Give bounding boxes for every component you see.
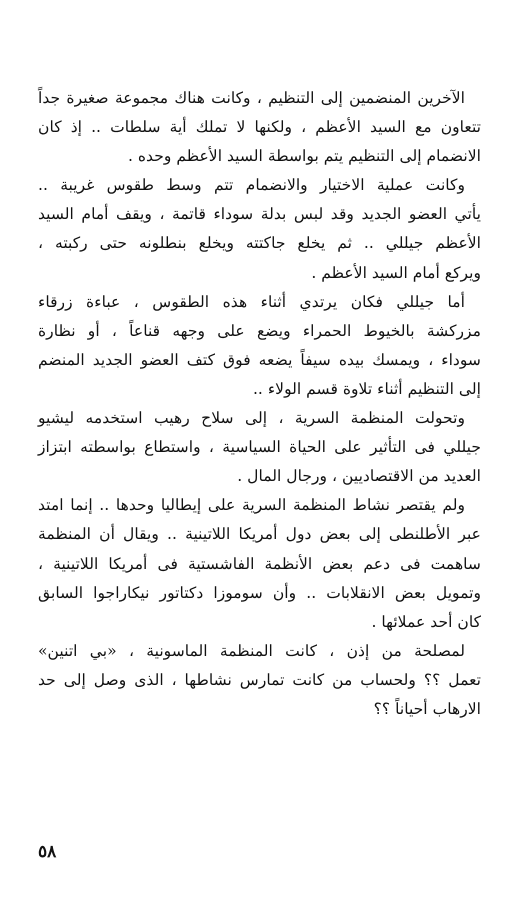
text-line: وكانت عملية الاختيار والانضمام تتم وسط طقوس غريبة .. (38, 176, 465, 195)
text-line: وتحولت المنظمة السرية ، إلى سلاح رهيب استخدمه ليشيو (38, 409, 465, 428)
text-line: العديد من الاقتصاديين ، ورجال المال . (237, 467, 481, 486)
text-line: أما جيللي فكان يرتدي أثناء هذه الطقوس ، عباءة زرقاء (38, 292, 465, 311)
text-line: الآخرين المنضمين إلى التنظيم ، وكانت هناك مجموعة صغيرة جداً (38, 89, 465, 107)
text-line: عبر الأطلنطى إلى بعض دول أمريكا اللاتينية .. ويقال أن المنظمة (38, 525, 481, 544)
paragraph (38, 171, 481, 287)
text-line: وتمويل بعض الانقلابات .. وأن سوموزا دكتاتور نيكاراجوا السابق (38, 583, 481, 602)
page-body (38, 84, 481, 724)
text-line: إلى التنظيم أثناء تلاوة قسم الولاء .. (252, 379, 481, 398)
text-line: جيللي فى التأثير على الحياة السياسية ، واستطاع بواسطته ابتزاز (38, 438, 481, 457)
text-line: ساهمت فى دعم بعض الأنظمة الفاشستية فى أمريكا اللاتينية ، (38, 554, 481, 573)
text-line: تعمل ؟؟ ولحساب من كانت تمارس نشاطها ، الذى وصل إلى حد (38, 670, 481, 689)
text-line: تتعاون مع السيد الأعظم ، ولكنها لا تملك أية سلطات .. إذ كان (38, 118, 481, 137)
text-line: لمصلحة من إذن ، كانت المنظمة الماسونية ، «بي اتنين» (38, 641, 465, 660)
paragraph (38, 288, 481, 404)
paragraph (38, 491, 481, 636)
text-line: مزركشة بالخيوط الحمراء ويضع على وجهه قناعاً ، أو نظارة (38, 321, 481, 340)
text-line: الانضمام إلى التنظيم يتم بواسطة السيد الأعظم وحده . (127, 147, 481, 166)
text-line: الأعظم جيللي .. ثم يخلع جاكتته ويخلع بنطلونه حتى ركبته ، (38, 234, 481, 253)
text-line: ولم يقتصر نشاط المنظمة السرية على إيطاليا وحدها .. إنما امتد (38, 496, 465, 515)
paragraph (38, 84, 481, 171)
page-number: ٥٨ (38, 842, 57, 862)
text-line: الارهاب أحياناً ؟؟ (373, 699, 481, 718)
text-line: يأتي العضو الجديد وقد لبس بدلة سوداء قاتمة ، ويقف أمام السيد (38, 205, 481, 224)
text-line: ويركع أمام السيد الأعظم . (311, 263, 481, 282)
text-line: كان أحد عملائها . (371, 612, 481, 631)
paragraph (38, 404, 481, 491)
paragraph (38, 637, 481, 724)
text-line: سوداء ، ويمسك بيده سيفاً يضعه فوق كتف العضو الجديد المنضم (38, 350, 481, 369)
